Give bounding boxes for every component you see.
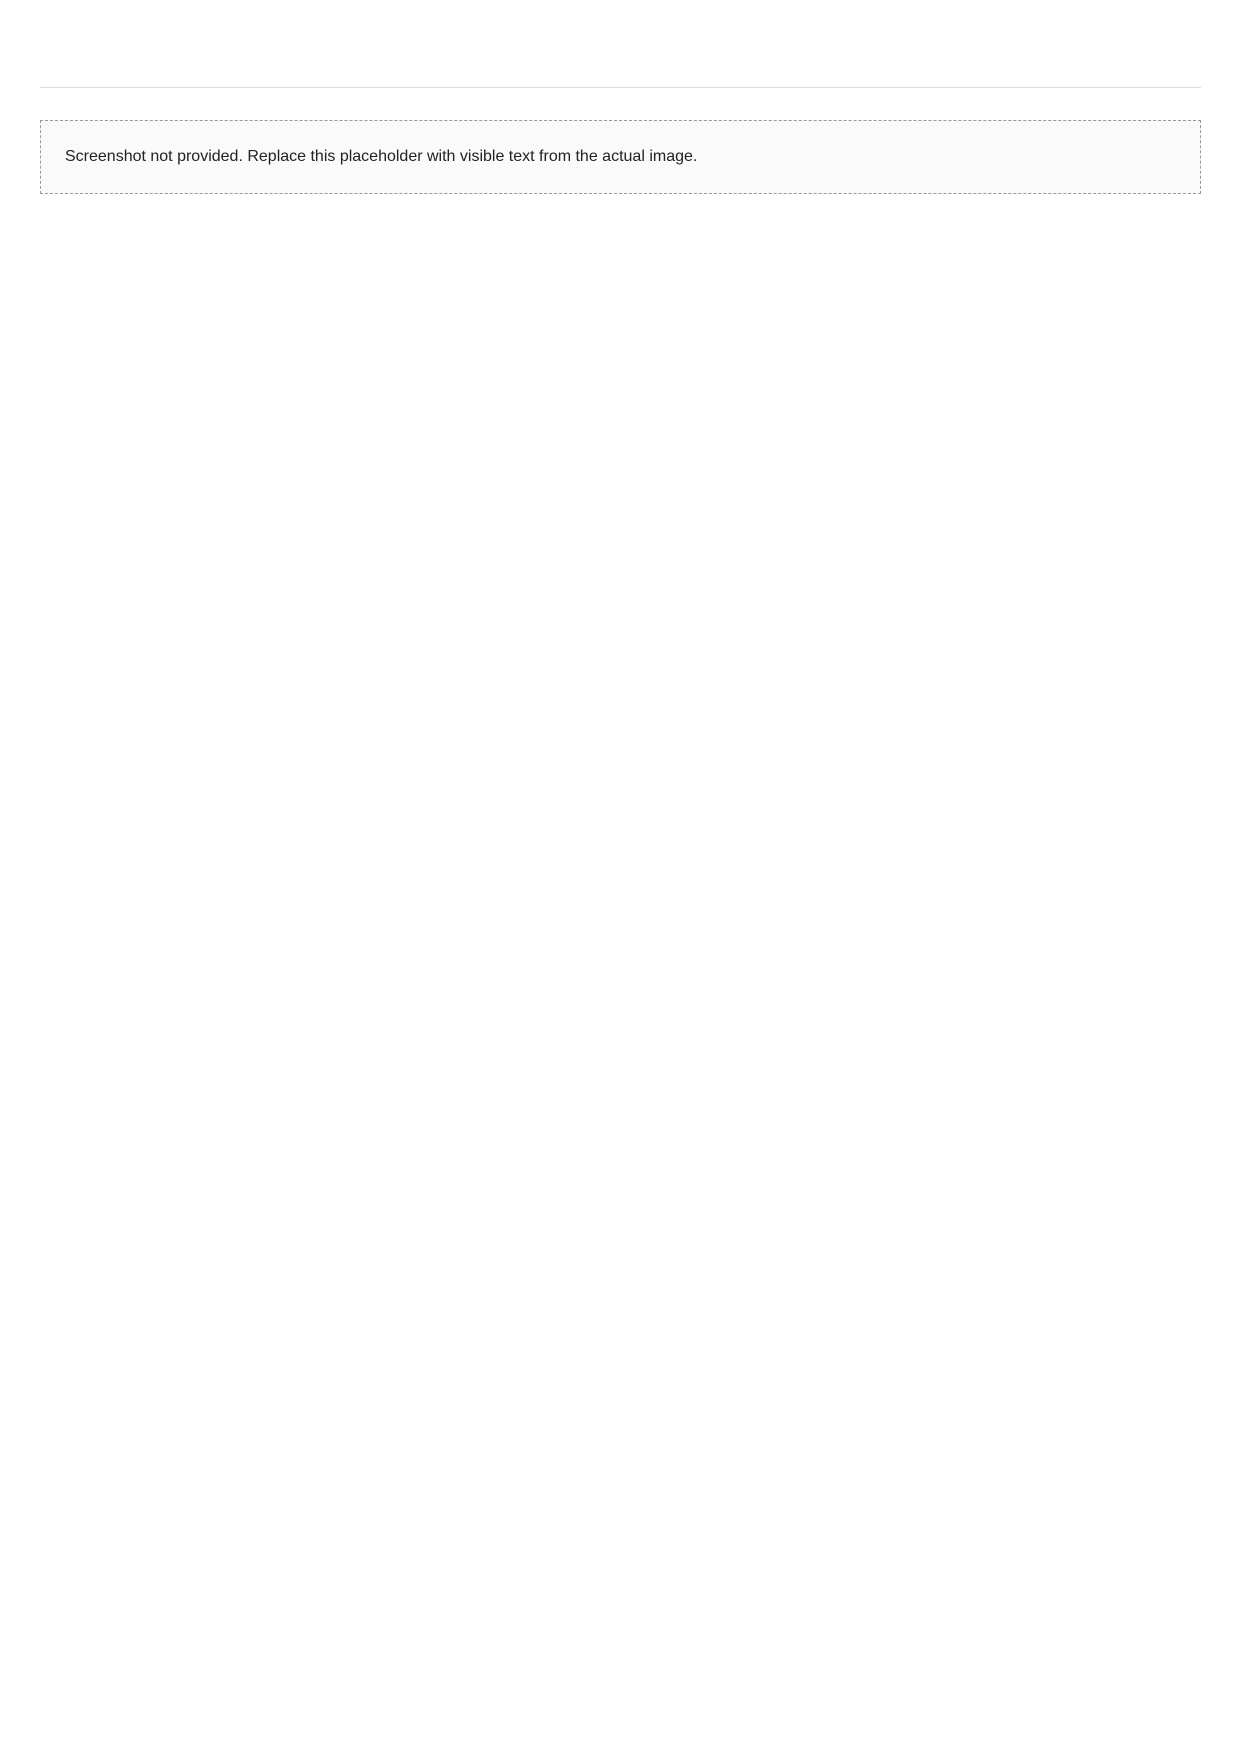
page-header (40, 40, 1201, 88)
missing-image-notice: Screenshot not provided. Replace this placeholder with visible text from the actual image. (40, 120, 1201, 194)
